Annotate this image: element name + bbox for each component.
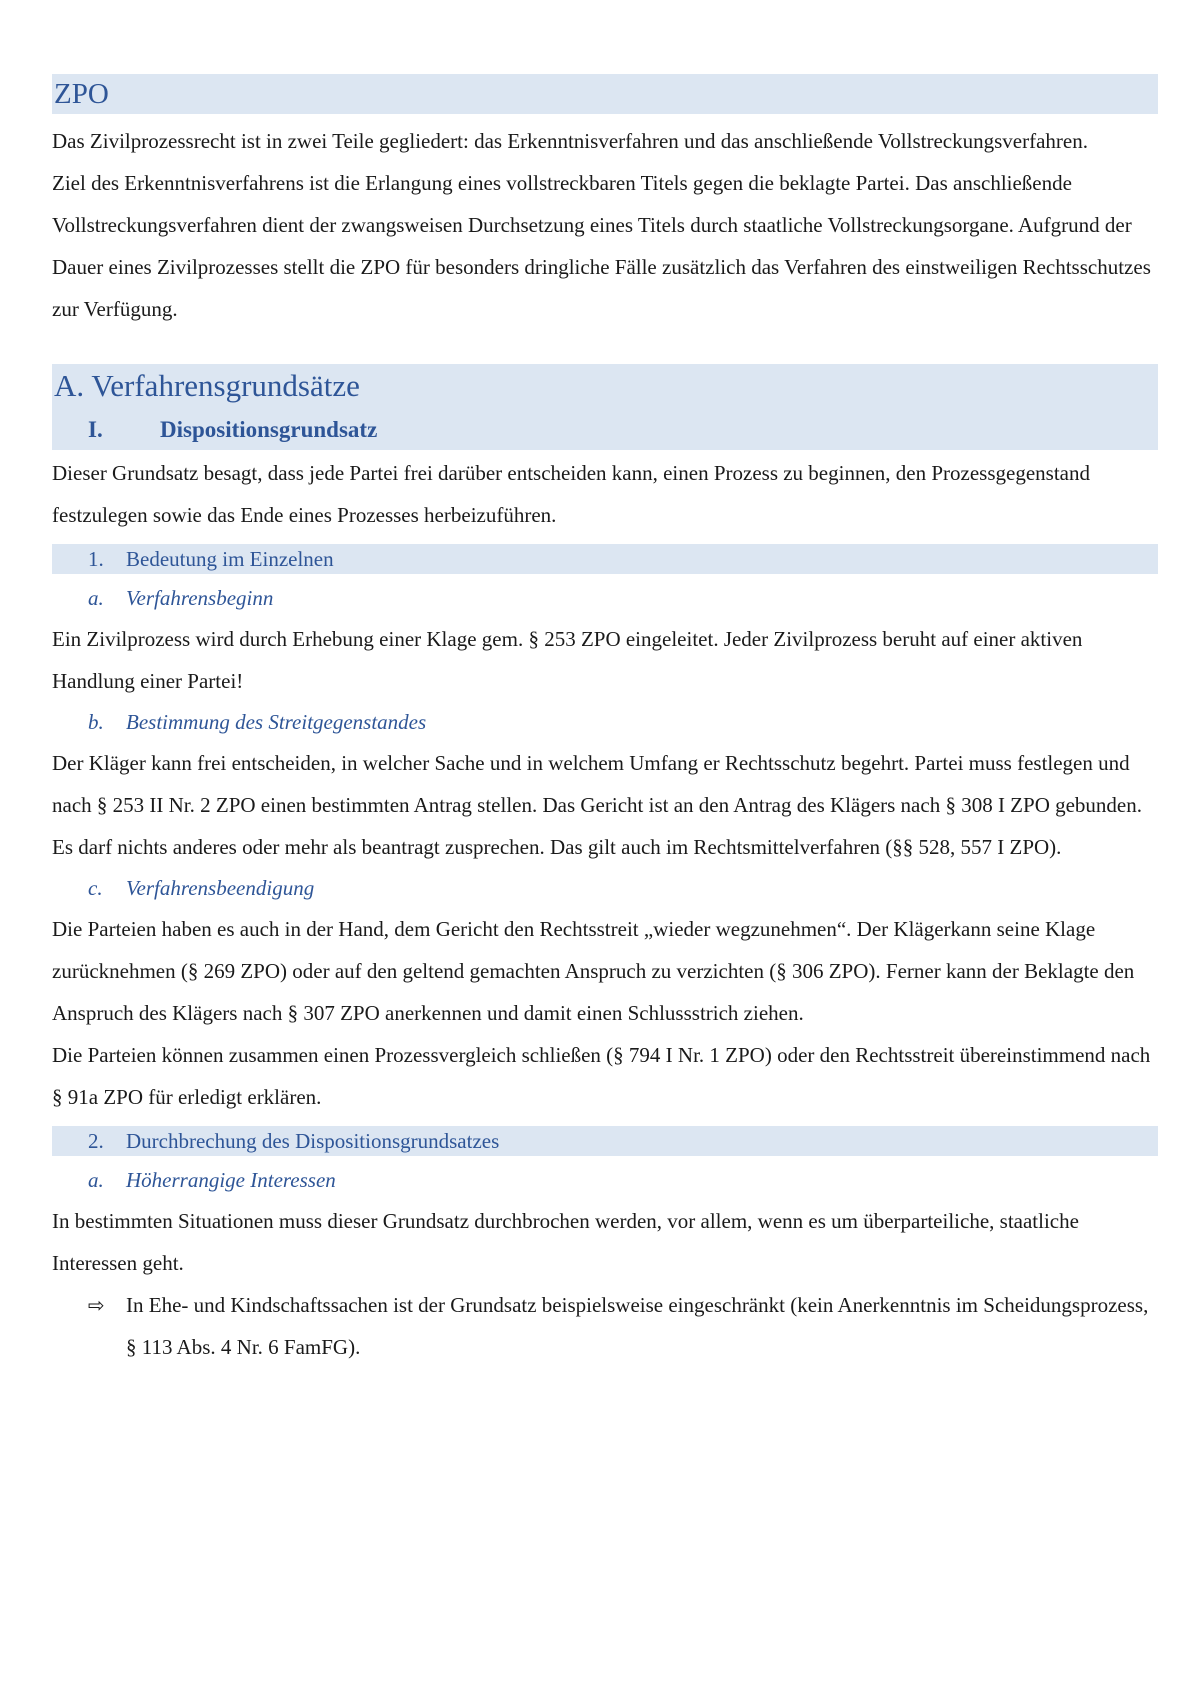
part-1-title: Bedeutung im Einzelnen — [126, 547, 334, 571]
part-1b-heading — [52, 702, 1158, 742]
doc-title: ZPO — [52, 74, 1158, 114]
part-1a-text: Ein Zivilprozess wird durch Erhebung einer Klage gem. § 253 ZPO eingeleitet. Jeder Zivilprozess beruht auf einer aktiven Handlung einer Partei! — [52, 627, 1083, 693]
section-a-heading: A. Verfahrensgrundsätze — [52, 364, 1158, 408]
part-1c-heading — [52, 868, 1158, 908]
subsection-i-heading — [52, 408, 1158, 450]
part-1c-number: c. — [88, 876, 103, 900]
subsection-i-number: I. — [88, 417, 103, 442]
arrow-list-item — [52, 1284, 1158, 1368]
intro-paragraph-2: Ziel des Erkenntnisverfahrens ist die Erlangung eines vollstreckbaren Titels gegen die beklagte Partei. Das anschließende Vollstreckungsverfahren dient der zwangsweisen Durchsetzung eines Titels durch staatliche Vollstreckungsorgane. Aufgrund der Dauer eines Zivilprozesses stellt die ZPO für besonders dringliche Fälle zusätzlich das Verfahren des einstweiligen Rechtsschutzes zur Verfügung. — [52, 171, 1151, 321]
part-1a-number: a. — [88, 586, 104, 610]
part-1-number: 1. — [88, 547, 104, 571]
part-1c-title: Verfahrensbeendigung — [126, 876, 315, 900]
part-1b-title: Bestimmung des Streitgegenstandes — [126, 710, 427, 734]
subsection-i-title: Dispositionsgrundsatz — [160, 417, 378, 442]
part-1c-text-2: Die Parteien können zusammen einen Prozessvergleich schließen (§ 794 I Nr. 1 ZPO) oder den Rechtsstreit übereinstimmend nach § 91a ZPO für erledigt erklären. — [52, 1043, 1151, 1109]
part-2a-number: a. — [88, 1168, 104, 1192]
part-2-title: Durchbrechung des Dispositionsgrundsatzes — [126, 1129, 500, 1153]
part-2-heading — [52, 1126, 1158, 1156]
part-2a-title: Höherrangige Interessen — [126, 1168, 336, 1192]
part-1a-heading — [52, 578, 1158, 618]
part-1a-title: Verfahrensbeginn — [126, 586, 274, 610]
part-1c-text-1: Die Parteien haben es auch in der Hand, dem Gericht den Rechtsstreit „wieder wegzunehmen“. Der Klägerkann seine Klage zurücknehmen (§ 269 ZPO) oder auf den geltend gemachten Anspruch zu verzichten (§ 306 ZPO). Ferner kann der Beklagte den Anspruch des Klägers nach § 307 ZPO anerkennen und damit einen Schlussstrich ziehen. — [52, 917, 1135, 1025]
part-2-number: 2. — [88, 1129, 104, 1153]
part-2a-heading — [52, 1160, 1158, 1200]
right-arrow-icon: ⇨ — [88, 1293, 105, 1317]
part-1-heading — [52, 544, 1158, 574]
document-page — [52, 74, 1158, 1368]
part-1b-number: b. — [88, 710, 104, 734]
part-2a-text: In bestimmten Situationen muss dieser Grundsatz durchbrochen werden, vor allem, wenn es um überparteiliche, staatliche Interessen geht. — [52, 1209, 1079, 1275]
intro-paragraph-1: Das Zivilprozessrecht ist in zwei Teile gegliedert: das Erkenntnisverfahren und das anschließende Vollstreckungsverfahren. — [52, 129, 1088, 153]
subsection-i-text: Dieser Grundsatz besagt, dass jede Partei frei darüber entscheiden kann, einen Prozess zu beginnen, den Prozessgegenstand festzulegen sowie das Ende eines Prozesses herbeizuführen. — [52, 461, 1090, 527]
arrow-list-item-text: In Ehe- und Kindschaftssachen ist der Grundsatz beispielsweise eingeschränkt (kein Anerkenntnis im Scheidungsprozess, § 113 Abs. 4 Nr. 6 FamFG). — [126, 1293, 1149, 1359]
part-1b-text: Der Kläger kann frei entscheiden, in welcher Sache und in welchem Umfang er Rechtsschutz begehrt. Partei muss festlegen und nach § 253 II Nr. 2 ZPO einen bestimmten Antrag stellen. Das Gericht ist an den Antrag des Klägers nach § 308 I ZPO gebunden. Es darf nichts anderes oder mehr als beantragt zusprechen. Das gilt auch im Rechtsmittelverfahren (§§ 528, 557 I ZPO). — [52, 751, 1143, 859]
